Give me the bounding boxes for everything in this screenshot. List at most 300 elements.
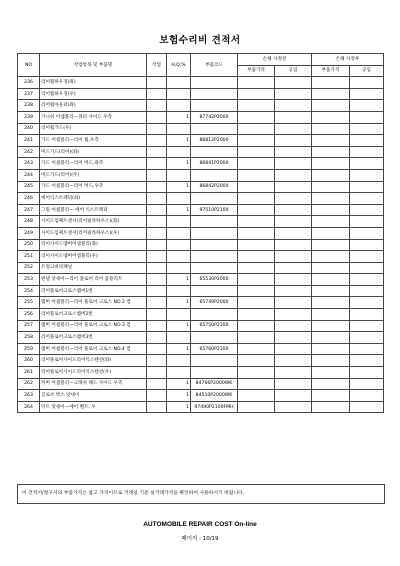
row-part-price-before: [238, 309, 275, 321]
table-row: [18, 343, 384, 355]
row-item: 멤버 어셈블리—리어 플로어 크로스 NO.4 컴: [40, 343, 147, 355]
row-hq: [167, 100, 191, 112]
row-labor-after: [350, 251, 384, 263]
row-part-price-before: [238, 367, 275, 379]
row-code: [191, 100, 238, 112]
row-labor-before: [275, 320, 312, 332]
row-hq: 1: [167, 378, 191, 390]
row-hq: 1: [167, 320, 191, 332]
estimate-table: [17, 53, 384, 413]
row-work: [147, 401, 167, 413]
row-labor-after: [350, 239, 384, 251]
row-labor-after: [350, 111, 384, 123]
row-labor-after: [350, 216, 384, 228]
row-hq: 1: [167, 297, 191, 309]
table-row: [18, 216, 384, 228]
header-part-price-before: 부품가격: [238, 65, 275, 77]
row-part-price-after: [312, 135, 350, 147]
row-no: 247: [18, 204, 40, 216]
row-item: 리어휠하우징(우): [40, 88, 147, 100]
row-part-price-after: [312, 227, 350, 239]
row-hq: [167, 239, 191, 251]
row-part-price-before: [238, 204, 275, 216]
row-hq: 1: [167, 343, 191, 355]
row-code: [191, 285, 238, 297]
row-item: 글로브 박스 앗세이: [40, 390, 147, 402]
row-item: 가니쉬 어셈블리—쿼터 사이드 우측: [40, 111, 147, 123]
row-part-price-before: [238, 239, 275, 251]
row-work: [147, 390, 167, 402]
row-item: 리어휠하우징(좌): [40, 77, 147, 89]
row-labor-before: [275, 367, 312, 379]
row-work: [147, 227, 167, 239]
row-code: [191, 355, 238, 367]
row-part-price-after: [312, 332, 350, 344]
estimate-rows: [18, 77, 384, 413]
row-no: 252: [18, 262, 40, 274]
row-work: [147, 320, 167, 332]
row-item: 리어휠가드(우): [40, 123, 147, 135]
row-hq: 1: [167, 401, 191, 413]
row-item: 리어플로어크로스멤버2번: [40, 309, 147, 321]
row-labor-before: [275, 355, 312, 367]
row-labor-before: [275, 204, 312, 216]
row-code: 87742P2000: [191, 111, 238, 123]
row-labor-before: [275, 309, 312, 321]
row-part-price-after: [312, 100, 350, 112]
row-labor-before: [275, 146, 312, 158]
row-labor-before: [275, 401, 312, 413]
row-labor-after: [350, 135, 384, 147]
row-part-price-before: [238, 285, 275, 297]
row-part-price-before: [238, 146, 275, 158]
row-item: 사이드임팩트센서(리어필라하우스)(우): [40, 227, 147, 239]
row-hq: 1: [167, 158, 191, 170]
header-after: 손해 사정후: [312, 54, 384, 66]
row-no: 262: [18, 378, 40, 390]
row-work: [147, 88, 167, 100]
row-code: [191, 332, 238, 344]
row-part-price-before: [238, 123, 275, 135]
row-hq: [167, 77, 191, 89]
table-row: [18, 158, 384, 170]
header-labor-before: 공임: [275, 65, 312, 77]
row-hq: [167, 216, 191, 228]
row-labor-before: [275, 123, 312, 135]
row-part-price-after: [312, 123, 350, 135]
row-code: 84766P2000WK: [191, 378, 238, 390]
row-part-price-after: [312, 309, 350, 321]
row-no: 241: [18, 135, 40, 147]
row-work: [147, 239, 167, 251]
row-code: 65760P2100: [191, 343, 238, 355]
row-work: [147, 297, 167, 309]
table-row: [18, 355, 384, 367]
row-code: [191, 216, 238, 228]
row-work: [147, 216, 167, 228]
table-row: [18, 77, 384, 89]
row-part-price-after: [312, 239, 350, 251]
row-code: [191, 227, 238, 239]
row-labor-after: [350, 204, 384, 216]
table-row: [18, 88, 384, 100]
row-labor-after: [350, 401, 384, 413]
row-part-price-after: [312, 401, 350, 413]
row-labor-after: [350, 181, 384, 193]
table-row: [18, 378, 384, 390]
row-labor-before: [275, 227, 312, 239]
row-no: 258: [18, 332, 40, 344]
row-no: 242: [18, 146, 40, 158]
row-part-price-after: [312, 111, 350, 123]
row-no: 257: [18, 320, 40, 332]
row-part-price-before: [238, 216, 275, 228]
row-item: 판넬 앗세이—리어 플로어 리어 콤플리트: [40, 274, 147, 286]
table-row: [18, 204, 384, 216]
row-labor-before: [275, 239, 312, 251]
table-row: [18, 123, 384, 135]
row-work: [147, 193, 167, 205]
row-hq: [167, 309, 191, 321]
row-part-price-before: [238, 390, 275, 402]
row-part-price-after: [312, 181, 350, 193]
row-code: [191, 123, 238, 135]
table-row: [18, 193, 384, 205]
row-item: 트렁크바닥패널: [40, 262, 147, 274]
row-code: 65749P2000: [191, 297, 238, 309]
row-code: 86842P2000: [191, 181, 238, 193]
table-row: [18, 181, 384, 193]
row-no: 249: [18, 227, 40, 239]
row-labor-after: [350, 88, 384, 100]
header-item: 작업항목 및 부품명: [40, 54, 147, 77]
row-part-price-after: [312, 390, 350, 402]
row-hq: [167, 123, 191, 135]
row-labor-after: [350, 123, 384, 135]
row-no: 248: [18, 216, 40, 228]
row-work: [147, 274, 167, 286]
row-no: 264: [18, 401, 40, 413]
row-work: [147, 181, 167, 193]
row-no: 259: [18, 343, 40, 355]
row-part-price-before: [238, 332, 275, 344]
row-code: [191, 367, 238, 379]
row-part-price-before: [238, 355, 275, 367]
row-no: 251: [18, 251, 40, 263]
row-no: 244: [18, 169, 40, 181]
row-part-price-before: [238, 297, 275, 309]
row-labor-after: [350, 285, 384, 297]
row-labor-after: [350, 193, 384, 205]
row-part-price-before: [238, 100, 275, 112]
table-row: [18, 332, 384, 344]
row-hq: [167, 227, 191, 239]
row-item: 리어사이드멤버어셈블리(좌): [40, 239, 147, 251]
row-code: [191, 146, 238, 158]
row-item: 머드가드(리어)(좌): [40, 146, 147, 158]
page-title: 보험수리비 견적서: [159, 35, 241, 46]
row-item: 커버 어셈블리—크래쉬 패드 사이드 우측: [40, 378, 147, 390]
row-labor-before: [275, 390, 312, 402]
table-row: [18, 169, 384, 181]
page-number: 페이지 : 10/19: [181, 536, 219, 542]
row-code: 97490P2100FMH: [191, 401, 238, 413]
row-part-price-after: [312, 88, 350, 100]
row-code: 84510P2000WK: [191, 390, 238, 402]
row-hq: 1: [167, 111, 191, 123]
row-item: 에어익스트렉터(좌): [40, 193, 147, 205]
row-hq: [167, 169, 191, 181]
table-row: [18, 390, 384, 402]
header-row-1: [18, 54, 384, 66]
row-no: 250: [18, 239, 40, 251]
row-code: [191, 77, 238, 89]
row-work: [147, 204, 167, 216]
row-no: 263: [18, 390, 40, 402]
row-part-price-before: [238, 227, 275, 239]
row-part-price-before: [238, 251, 275, 263]
row-code: [191, 193, 238, 205]
row-hq: [167, 332, 191, 344]
row-item: 리어플로어사이드리어익스텐션(우): [40, 367, 147, 379]
row-part-price-after: [312, 285, 350, 297]
table-row: [18, 401, 384, 413]
table-row: [18, 285, 384, 297]
header-code: 부품코드: [191, 54, 238, 77]
row-no: 239: [18, 111, 40, 123]
row-no: 254: [18, 285, 40, 297]
row-labor-after: [350, 158, 384, 170]
row-no: 261: [18, 367, 40, 379]
row-labor-after: [350, 343, 384, 355]
row-hq: [167, 88, 191, 100]
row-labor-after: [350, 227, 384, 239]
row-part-price-after: [312, 297, 350, 309]
row-hq: [167, 355, 191, 367]
row-labor-after: [350, 262, 384, 274]
row-labor-after: [350, 146, 384, 158]
row-labor-after: [350, 378, 384, 390]
row-part-price-after: [312, 378, 350, 390]
row-no: 240: [18, 123, 40, 135]
row-part-price-after: [312, 204, 350, 216]
row-code: 65750P2100: [191, 320, 238, 332]
row-labor-before: [275, 193, 312, 205]
row-hq: [167, 146, 191, 158]
row-no: 260: [18, 355, 40, 367]
row-labor-before: [275, 88, 312, 100]
row-labor-after: [350, 367, 384, 379]
table-row: [18, 146, 384, 158]
row-code: 86812P2000: [191, 135, 238, 147]
header-no: NO: [18, 54, 40, 77]
row-work: [147, 146, 167, 158]
row-hq: 1: [167, 390, 191, 402]
row-part-price-before: [238, 158, 275, 170]
row-part-price-before: [238, 401, 275, 413]
row-labor-before: [275, 251, 312, 263]
table-row: [18, 239, 384, 251]
row-item: 덕트 앗세이—에어 벤트, 우: [40, 401, 147, 413]
row-labor-before: [275, 158, 312, 170]
row-labor-after: [350, 274, 384, 286]
row-work: [147, 251, 167, 263]
row-part-price-before: [238, 320, 275, 332]
row-code: [191, 239, 238, 251]
row-item: 리어사이드멤버어셈블리(우): [40, 251, 147, 263]
row-work: [147, 158, 167, 170]
row-no: 236: [18, 77, 40, 89]
row-labor-before: [275, 262, 312, 274]
row-labor-before: [275, 111, 312, 123]
row-work: [147, 77, 167, 89]
row-code: [191, 88, 238, 100]
row-part-price-after: [312, 274, 350, 286]
row-work: [147, 169, 167, 181]
row-hq: [167, 262, 191, 274]
row-code: [191, 262, 238, 274]
row-item: 가드 어셈블리—리어 머드,좌측: [40, 158, 147, 170]
row-hq: [167, 193, 191, 205]
footer-brand: AUTOMOBILE REPAIR COST On-line: [143, 521, 257, 528]
row-labor-after: [350, 77, 384, 89]
row-work: [147, 309, 167, 321]
row-no: 237: [18, 88, 40, 100]
row-hq: 1: [167, 274, 191, 286]
row-work: [147, 123, 167, 135]
header-labor-after: 공임: [350, 65, 384, 77]
row-no: 246: [18, 193, 40, 205]
row-part-price-after: [312, 355, 350, 367]
header-hq: H,Q,%: [167, 54, 191, 77]
row-work: [147, 355, 167, 367]
row-no: 255: [18, 297, 40, 309]
row-item: 그릴 어셈블리— 에어 익스트렉터: [40, 204, 147, 216]
row-hq: [167, 285, 191, 297]
header-before: 손해 사정전: [238, 54, 312, 66]
row-labor-before: [275, 274, 312, 286]
row-work: [147, 378, 167, 390]
price-note: 이 견적서/청구서의 부품가격은 참고 가격이므로 거래일 기준 실거래가격을 확인하여 사용하시기 바랍니다.: [17, 484, 385, 504]
row-part-price-after: [312, 77, 350, 89]
table-row: [18, 227, 384, 239]
row-part-price-before: [238, 111, 275, 123]
row-labor-before: [275, 169, 312, 181]
row-hq: 1: [167, 204, 191, 216]
row-part-price-after: [312, 251, 350, 263]
row-labor-after: [350, 355, 384, 367]
row-work: [147, 285, 167, 297]
row-labor-after: [350, 100, 384, 112]
row-code: 97510P2100: [191, 204, 238, 216]
row-part-price-before: [238, 193, 275, 205]
header-work: 작업: [147, 54, 167, 77]
row-code: 86841P2000: [191, 158, 238, 170]
row-no: 238: [18, 100, 40, 112]
row-labor-before: [275, 285, 312, 297]
row-part-price-after: [312, 169, 350, 181]
row-part-price-after: [312, 193, 350, 205]
row-part-price-after: [312, 216, 350, 228]
row-work: [147, 262, 167, 274]
table-row: [18, 251, 384, 263]
row-part-price-after: [312, 320, 350, 332]
row-part-price-before: [238, 378, 275, 390]
row-labor-before: [275, 378, 312, 390]
row-item: 리어플로어크로스멤버3번: [40, 332, 147, 344]
row-part-price-before: [238, 88, 275, 100]
row-labor-before: [275, 343, 312, 355]
table-row: [18, 135, 384, 147]
row-labor-after: [350, 390, 384, 402]
row-part-price-after: [312, 146, 350, 158]
table-row: [18, 309, 384, 321]
row-item: 사이드임팩트센서(리어필라하우스)(좌): [40, 216, 147, 228]
row-code: 65530P2000: [191, 274, 238, 286]
row-code: [191, 169, 238, 181]
row-work: [147, 332, 167, 344]
row-labor-before: [275, 181, 312, 193]
row-labor-before: [275, 297, 312, 309]
table-row: [18, 367, 384, 379]
table-row: [18, 274, 384, 286]
row-work: [147, 367, 167, 379]
table-row: [18, 297, 384, 309]
row-item: 가드 어셈블리—리어 머드,우측: [40, 181, 147, 193]
row-labor-after: [350, 320, 384, 332]
row-work: [147, 135, 167, 147]
row-labor-before: [275, 100, 312, 112]
row-part-price-before: [238, 77, 275, 89]
row-work: [147, 343, 167, 355]
row-code: [191, 251, 238, 263]
row-hq: 1: [167, 181, 191, 193]
row-item: 리어플로어크로스멤버1번: [40, 285, 147, 297]
row-no: 256: [18, 309, 40, 321]
row-part-price-before: [238, 262, 275, 274]
row-part-price-after: [312, 158, 350, 170]
row-labor-after: [350, 332, 384, 344]
row-labor-before: [275, 332, 312, 344]
row-part-price-before: [238, 169, 275, 181]
row-labor-after: [350, 169, 384, 181]
row-no: 253: [18, 274, 40, 286]
table-row: [18, 262, 384, 274]
row-part-price-after: [312, 343, 350, 355]
row-item: 리어휠아웃터(좌): [40, 100, 147, 112]
row-part-price-after: [312, 367, 350, 379]
row-work: [147, 111, 167, 123]
row-no: 243: [18, 158, 40, 170]
row-no: 245: [18, 181, 40, 193]
row-part-price-before: [238, 343, 275, 355]
header-part-price-after: 부품가격: [312, 65, 350, 77]
row-part-price-before: [238, 181, 275, 193]
row-hq: [167, 251, 191, 263]
row-item: 멤버 어셈블리—리어 플로어 크로스 NO.2 컴: [40, 297, 147, 309]
row-labor-before: [275, 135, 312, 147]
row-item: 머드가드(리어)(우): [40, 169, 147, 181]
table-row: [18, 100, 384, 112]
table-row: [18, 320, 384, 332]
row-labor-before: [275, 216, 312, 228]
row-labor-before: [275, 77, 312, 89]
row-part-price-before: [238, 274, 275, 286]
row-item: 가드 어셈블리—리어 휠,우측: [40, 135, 147, 147]
row-labor-after: [350, 297, 384, 309]
row-hq: 1: [167, 135, 191, 147]
row-work: [147, 100, 167, 112]
